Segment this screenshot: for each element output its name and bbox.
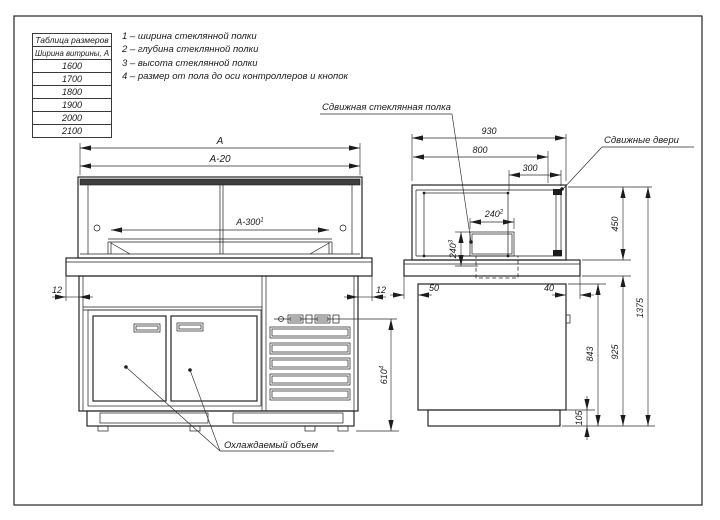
foot [98, 426, 108, 431]
dim-base-front-gap [390, 276, 439, 299]
front-view [52, 136, 399, 451]
svg-text:925: 925 [610, 344, 620, 360]
legend-item: 1 – ширина стеклянной полки [122, 31, 257, 42]
dim-overhang-left [52, 276, 93, 301]
svg-text:300: 300 [522, 163, 538, 173]
size-table-value: 2000 [33, 112, 112, 125]
svg-text:A-3001: $A-300^1$ [236, 216, 264, 227]
size-table-value: 1800 [33, 86, 112, 99]
glass-top-band [80, 179, 360, 185]
svg-text:6104: $610^4$ [378, 365, 389, 385]
size-table-header: Ширина витрины, А [33, 47, 112, 60]
svg-text:105: 105 [574, 410, 584, 426]
svg-text:A: A [216, 136, 224, 147]
size-table-title: Таблица размеров [33, 34, 112, 47]
foot [338, 426, 348, 431]
base-cabinet-front [79, 276, 397, 411]
dim-base-rear-gap [544, 276, 594, 299]
size-table-value: 1700 [33, 73, 112, 86]
drawing-frame [14, 16, 702, 505]
legend-notes [122, 30, 348, 84]
sliding-door-side [553, 189, 562, 256]
size-table [32, 33, 112, 138]
sliding-doors-callout [560, 135, 694, 191]
svg-text:Сдвижные двери: Сдвижные двери [604, 135, 679, 146]
countertop-side [404, 260, 580, 276]
dim-overhang-right [344, 276, 386, 301]
base-cabinet-side [418, 284, 570, 426]
dim-width-a20 [80, 154, 360, 166]
svg-text:2402: $240^2$ [484, 208, 504, 219]
side-view [320, 102, 694, 440]
dim-controls-axis-height [356, 319, 399, 431]
door-handle-right [177, 323, 203, 331]
size-table-value: 1900 [33, 99, 112, 112]
dim-shelf-height [448, 232, 479, 266]
door-handle-left [134, 324, 160, 332]
svg-text:1375: 1375 [635, 297, 645, 319]
legend-item: 4 – размер от пола до оси контроллеров и кнопок [122, 71, 349, 83]
dim-total-height [635, 187, 648, 426]
svg-text:12: 12 [51, 285, 63, 295]
glass-fixing-right [340, 225, 346, 231]
legend-item: 2 – глубина стеклянной полки [122, 44, 259, 56]
dim-glass-top-height [568, 187, 652, 260]
svg-text:12: 12 [375, 285, 387, 295]
door-left [93, 316, 166, 401]
svg-text:450: 450 [610, 216, 620, 232]
svg-text:Сдвижная стеклянная полка: Сдвижная стеклянная полка [322, 102, 451, 113]
glass-case-front [78, 177, 362, 258]
svg-text:930: 930 [481, 126, 497, 136]
glass-fixing-left [94, 225, 100, 231]
cooled-volume-callout [124, 365, 334, 451]
door-handle-side [566, 315, 570, 323]
dim-depth-total [412, 126, 566, 181]
svg-text:50: 50 [428, 283, 440, 293]
svg-text:800: 800 [472, 145, 488, 155]
countertop-front [66, 258, 372, 276]
svg-text:A-20: A-20 [209, 154, 231, 165]
dim-door-width [509, 163, 561, 191]
dim-shelf-depth [470, 209, 514, 230]
svg-text:843: 843 [585, 346, 595, 362]
legend-item: 3 – высота стеклянной полки [122, 57, 258, 69]
glass-shelf-side [470, 232, 518, 278]
control-panel [274, 315, 397, 323]
size-table-value: 1600 [33, 60, 112, 73]
svg-text:Охлаждаемый объем: Охлаждаемый объем [224, 440, 319, 451]
foot [305, 426, 315, 431]
size-table-value: 2100 [33, 125, 112, 138]
dim-plinth-height [562, 396, 595, 440]
svg-text:2403: $240^3$ [447, 239, 458, 259]
plinth-front [87, 411, 354, 431]
plinth-side [428, 410, 560, 426]
sliding-shelf-callout [320, 102, 473, 244]
svg-text:40: 40 [543, 283, 555, 293]
vent-louvers [270, 327, 350, 400]
